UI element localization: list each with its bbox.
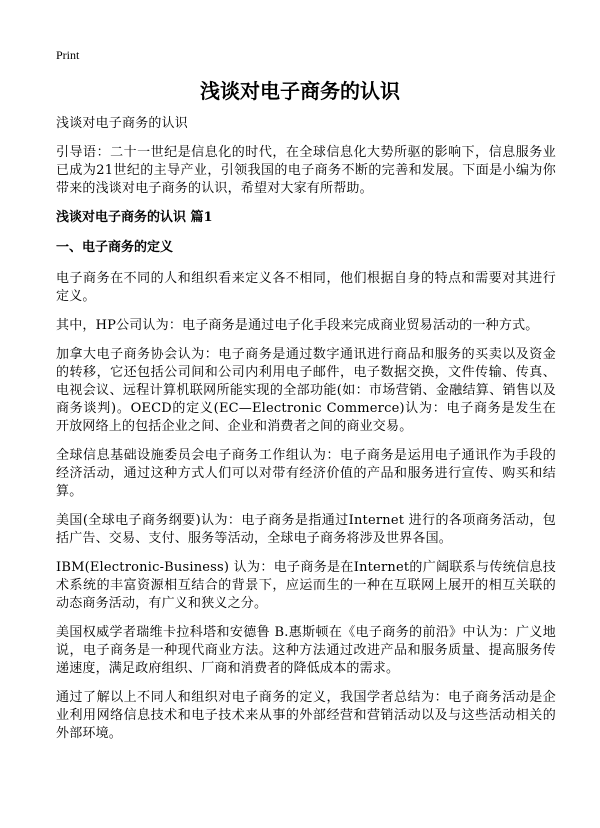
body-paragraph: 电子商务在不同的人和组织看来定义各不相同，他们根据自身的特点和需要对其进行定义。 [56,271,556,304]
print-label: Print [56,48,80,62]
body-paragraph: 美国(全球电子商务纲要)认为：电子商务是指通过Internet 进行的各项商务活动，包括广告、交易、支付、服务等活动，全球电子商务将涉及世界各国。 [56,513,556,546]
intro-paragraph: 引导语：二十一世纪是信息化的时代，在全球信息化大势所驱的影响下，信息服务业已成为21世纪的主导产业，引领我国的电子商务不断的完善和发展。下面是小编为你带来的浅谈对电子商务的认识，希望对大家有所帮助。 [56,145,556,196]
body-paragraph: IBM(Electronic-Business) 认为：电子商务是在Internet的广阔联系与传统信息技术系统的丰富资源相互结合的背景下，应运而生的一种在互联网上展开的相互关联的动态商务活动，有广义和狭义之分。 [56,560,556,611]
article-heading: 浅谈对电子商务的认识 篇1 [56,210,213,225]
body-paragraph: 全球信息基础设施委员会电子商务工作组认为：电子商务是运用电子通讯作为手段的经济活动，通过这种方式人们可以对带有经济价值的产品和服务进行宣传、购买和结算。 [56,448,556,499]
body-paragraph: 通过了解以上不同人和组织对电子商务的定义，我国学者总结为：电子商务活动是企业利用网络信息技术和电子技术来从事的外部经营和营销活动以及与这些活动相关的外部环境。 [56,690,556,741]
document-title: 浅谈对电子商务的认识 [200,79,400,103]
body-paragraph: 其中，HP公司认为：电子商务是通过电子化手段来完成商业贸易活动的一种方式。 [56,318,539,333]
section-heading: 一、电子商务的定义 [56,240,174,255]
document-subtitle: 浅谈对电子商务的认识 [56,116,189,131]
body-paragraph: 美国权威学者瑞维卡拉科塔和安德鲁 B.惠斯顿在《电子商务的前沿》中认为：广义地说，电子商务是一种现代商业方法。这种方法通过改进产品和服务质量、提高服务传递速度，满足政府组织、厂商和消费者的降低成本的需求。 [56,625,556,676]
document-body [56,115,556,754]
body-paragraph: 加拿大电子商务协会认为：电子商务是通过数字通讯进行商品和服务的买卖以及资金的转移，它还包括公司间和公司内利用电子邮件，电子数据交换，文件传输、传真、电视会议、远程计算机联网所能实现的全部功能(如：市场营销、金融结算、销售以及商务谈判)。OECD的定义(EC—Electronic Commerce)认为：电子商务是发生在开放网络上的包括企业之间、企业和消费者之间的商业交易。 [56,347,556,434]
